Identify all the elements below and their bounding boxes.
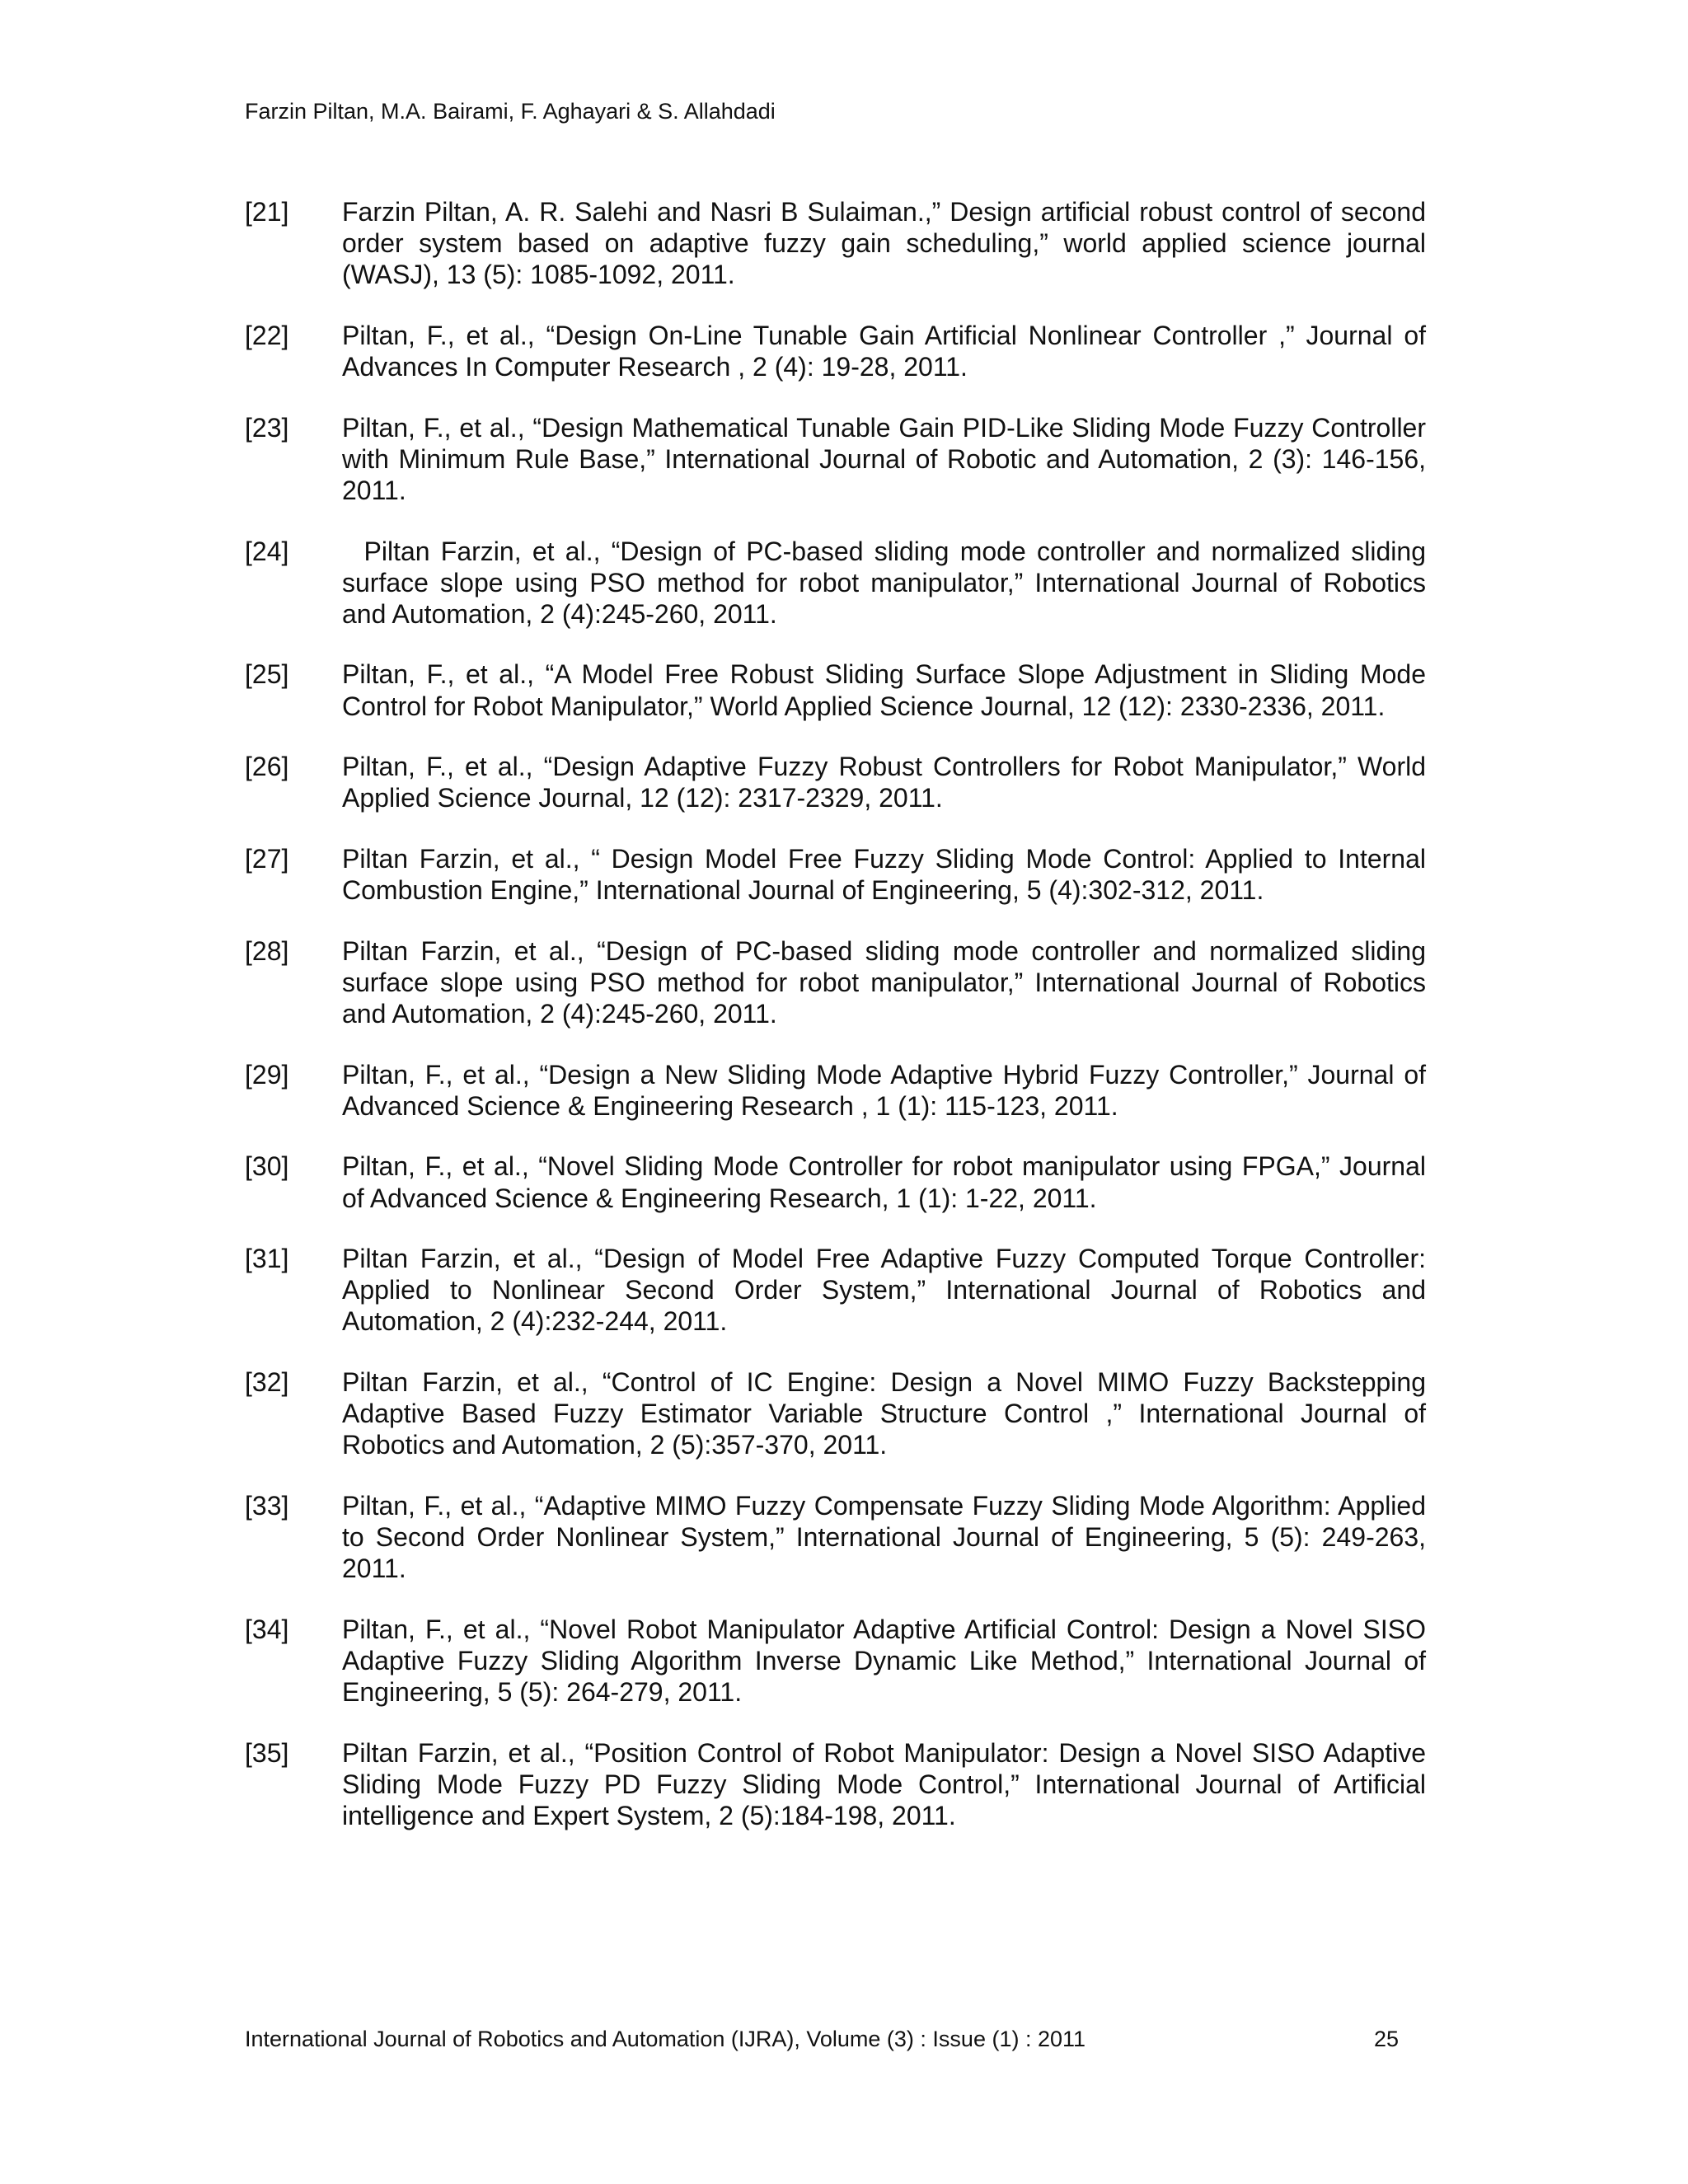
reference-number: [22] bbox=[245, 320, 289, 350]
reference-34 bbox=[245, 1614, 1426, 1708]
footer-journal-info: International Journal of Robotics and Automation (IJRA), Volume (3) : Issue (1) : 2011 bbox=[245, 2027, 1086, 2051]
reference-text: Piltan Farzin, et al., “Control of IC Engine: Design a Novel MIMO Fuzzy Backstepping Adaptive Based Fuzzy Estimator Variable Structure Control ,” International Journal of Robotics and Automation, 2 (5):357-370, 2011. bbox=[342, 1367, 1426, 1460]
reference-22 bbox=[245, 320, 1426, 382]
reference-23 bbox=[245, 412, 1426, 506]
reference-25 bbox=[245, 658, 1426, 721]
reference-text: Piltan Farzin, et al., “ Design Model Free Fuzzy Sliding Mode Control: Applied to Internal Combustion Engine,” International Journal of Engineering, 5 (4):302-312, 2011. bbox=[342, 843, 1426, 906]
reference-number: [33] bbox=[245, 1490, 289, 1521]
reference-number: [35] bbox=[245, 1737, 289, 1768]
reference-text: Piltan, F., et al., “Design On-Line Tunable Gain Artificial Nonlinear Controller ,” Journal of Advances In Computer Research , 2 (4): 19-28, 2011. bbox=[342, 320, 1426, 382]
reference-number: [32] bbox=[245, 1367, 289, 1398]
reference-number: [27] bbox=[245, 843, 289, 874]
reference-29 bbox=[245, 1059, 1426, 1122]
reference-33 bbox=[245, 1490, 1426, 1584]
reference-text: Piltan Farzin, et al., “Design of PC-based sliding mode controller and normalized sliding surface slope using PSO method for robot manipulator,” International Journal of Robotics and Automation, 2 (4):245-260, 2011. bbox=[342, 536, 1426, 629]
reference-24 bbox=[245, 536, 1426, 630]
reference-number: [29] bbox=[245, 1059, 289, 1090]
reference-text: Piltan Farzin, et al., “Position Control of Robot Manipulator: Design a Novel SISO Adaptive Sliding Mode Fuzzy PD Fuzzy Sliding Mode Control,” International Journal of Artificial intelligence and Expert System, 2 (5):184-198, 2011. bbox=[342, 1737, 1426, 1830]
reference-number: [24] bbox=[245, 536, 289, 566]
reference-35 bbox=[245, 1737, 1426, 1831]
reference-number: [21] bbox=[245, 197, 289, 227]
reference-text: Piltan, F., et al., “Design Mathematical Tunable Gain PID-Like Sliding Mode Fuzzy Controller with Minimum Rule Base,” International Journal of Robotic and Automation, 2 (3): 146-156, 2011. bbox=[342, 412, 1426, 505]
page-number: 25 bbox=[1373, 2027, 1399, 2051]
reference-number: [30] bbox=[245, 1151, 289, 1182]
reference-text: Farzin Piltan, A. R. Salehi and Nasri B Sulaiman.,” Design artificial robust control of second order system based on adaptive fuzzy gain scheduling,” world applied science journal (WASJ), 13 (5): 1085-1092, 2011. bbox=[342, 197, 1426, 290]
reference-number: [25] bbox=[245, 659, 289, 690]
reference-30 bbox=[245, 1151, 1426, 1213]
reference-text: Piltan Farzin, et al., “Design of Model Free Adaptive Fuzzy Computed Torque Controller: Applied to Nonlinear Second Order System,” International Journal of Robotics and Automation, 2 (4):232-244, 2011. bbox=[342, 1244, 1426, 1337]
reference-21 bbox=[245, 196, 1426, 290]
reference-number: [26] bbox=[245, 752, 289, 782]
reference-text: Piltan, F., et al., “Novel Robot Manipulator Adaptive Artificial Control: Design a Novel SISO Adaptive Fuzzy Sliding Algorithm Inverse Dynamic Like Method,” International Journal of Engineering, 5 (5): 264-279, 2011. bbox=[342, 1614, 1426, 1707]
reference-text: Piltan Farzin, et al., “Design of PC-based sliding mode controller and normalized sliding surface slope using PSO method for robot manipulator,” International Journal of Robotics and Automation, 2 (4):245-260, 2011. bbox=[342, 935, 1426, 1029]
reference-26 bbox=[245, 751, 1426, 813]
reference-number: [34] bbox=[245, 1614, 289, 1644]
reference-number: [23] bbox=[245, 412, 289, 443]
reference-text: Piltan, F., et al., “Design Adaptive Fuzzy Robust Controllers for Robot Manipulator,” World Applied Science Journal, 12 (12): 2317-2329, 2011. bbox=[342, 752, 1426, 813]
reference-text: Piltan, F., et al., “Adaptive MIMO Fuzzy Compensate Fuzzy Sliding Mode Algorithm: Applied to Second Order Nonlinear System,” International Journal of Engineering, 5 (5): 249-263, 2011. bbox=[342, 1490, 1426, 1584]
reference-28 bbox=[245, 935, 1426, 1029]
reference-27 bbox=[245, 843, 1426, 906]
reference-text: Piltan, F., et al., “A Model Free Robust Sliding Surface Slope Adjustment in Sliding Mode Control for Robot Manipulator,” World Applied Science Journal, 12 (12): 2330-2336, 2011. bbox=[342, 659, 1426, 721]
reference-number: [28] bbox=[245, 935, 289, 966]
reference-text: Piltan, F., et al., “Novel Sliding Mode Controller for robot manipulator using FPGA,” Journal of Advanced Science & Engineering Research, 1 (1): 1-22, 2011. bbox=[342, 1151, 1426, 1213]
running-header: Farzin Piltan, M.A. Bairami, F. Aghayari & S. Allahdadi bbox=[245, 99, 776, 124]
reference-list bbox=[245, 196, 1426, 1861]
reference-31 bbox=[245, 1243, 1426, 1337]
reference-text: Piltan, F., et al., “Design a New Sliding Mode Adaptive Hybrid Fuzzy Controller,” Journal of Advanced Science & Engineering Research , 1 (1): 115-123, 2011. bbox=[342, 1059, 1426, 1121]
reference-32 bbox=[245, 1366, 1426, 1460]
reference-number: [31] bbox=[245, 1244, 289, 1274]
